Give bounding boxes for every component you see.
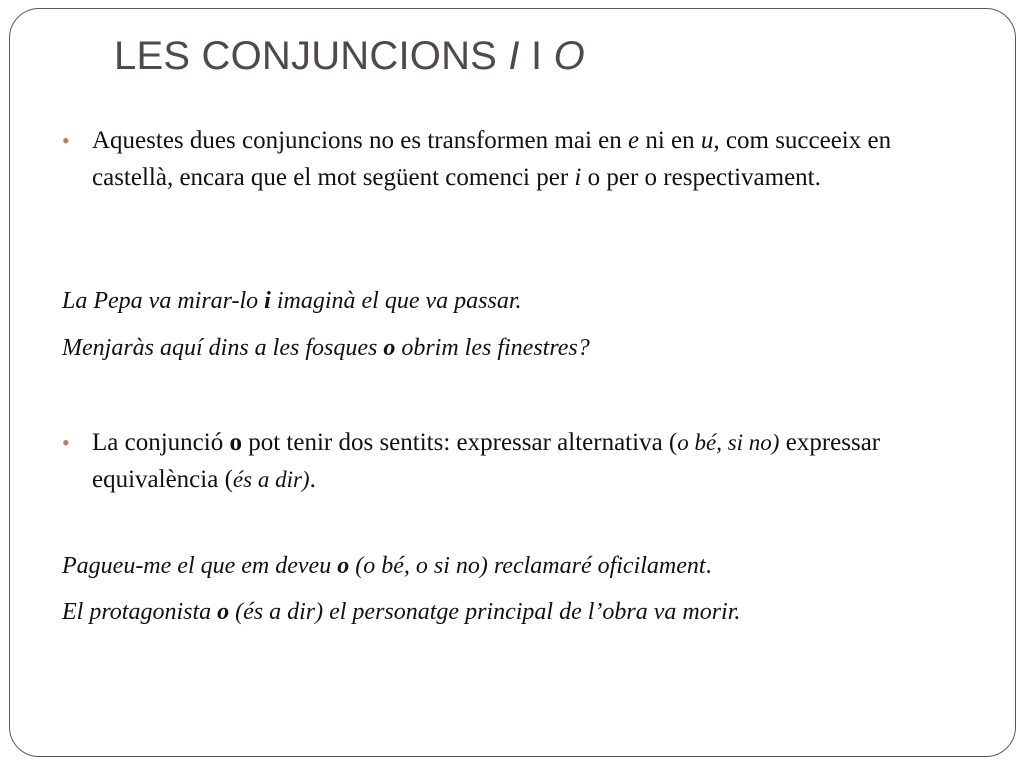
text-span-eq: és a dir) bbox=[232, 467, 310, 492]
text-span: (o bé, o si no) reclamaré oficilament bbox=[349, 553, 706, 579]
title-conj-o: O bbox=[553, 34, 585, 78]
bullet-icon: • bbox=[62, 430, 70, 455]
text-span: El protagonista bbox=[62, 599, 218, 625]
text-span: . bbox=[705, 553, 712, 579]
text-span-u: u bbox=[700, 127, 714, 154]
title-text-mid: I bbox=[519, 34, 554, 78]
slide-title bbox=[114, 34, 585, 79]
text-span: Menjaràs aquí dins a les fosques bbox=[62, 335, 384, 361]
example-conj: o bbox=[337, 553, 350, 579]
text-span-e: e bbox=[628, 127, 640, 154]
text-span: Pagueu-me el que em deveu bbox=[62, 553, 338, 579]
text-span: obrim les finestres? bbox=[395, 335, 590, 361]
text-span: imaginà el que va passar. bbox=[270, 288, 522, 314]
bullet-text-1 bbox=[92, 122, 952, 196]
text-span: ni en bbox=[639, 127, 701, 154]
title-conj-i: I bbox=[508, 34, 520, 78]
text-span: La Pepa va mirar-lo bbox=[62, 288, 265, 314]
example-1 bbox=[62, 288, 522, 315]
text-span: expressar equivalència ( bbox=[92, 429, 881, 493]
text-span-alt: o bé, si no) bbox=[677, 430, 780, 455]
bullet-conj: o bbox=[229, 429, 242, 456]
example-4 bbox=[62, 599, 740, 626]
text-span: . bbox=[309, 466, 316, 493]
bullet-text-2 bbox=[92, 424, 952, 498]
text-span-i: i bbox=[574, 164, 582, 191]
bullet-icon: • bbox=[62, 128, 70, 153]
text-span: , com succeeix en castellà, encara que el mot següent comenci per bbox=[92, 127, 892, 191]
text-span: pot tenir dos sentits: expressar alternativa ( bbox=[241, 429, 678, 456]
text-span: o per o respectivament. bbox=[581, 164, 821, 191]
example-conj: o bbox=[217, 599, 230, 625]
slide-frame bbox=[9, 8, 1016, 757]
text-span: Aquestes dues conjuncions no es transformen mai en bbox=[92, 127, 628, 154]
text-span: La conjunció bbox=[92, 429, 230, 456]
text-span: (és a dir) el personatge principal de l’obra va morir. bbox=[229, 599, 741, 625]
example-2 bbox=[62, 335, 590, 362]
title-text: LES CONJUNCIONS bbox=[114, 34, 509, 78]
example-conj: o bbox=[383, 335, 396, 361]
example-3 bbox=[62, 553, 712, 580]
example-conj: i bbox=[264, 288, 271, 314]
